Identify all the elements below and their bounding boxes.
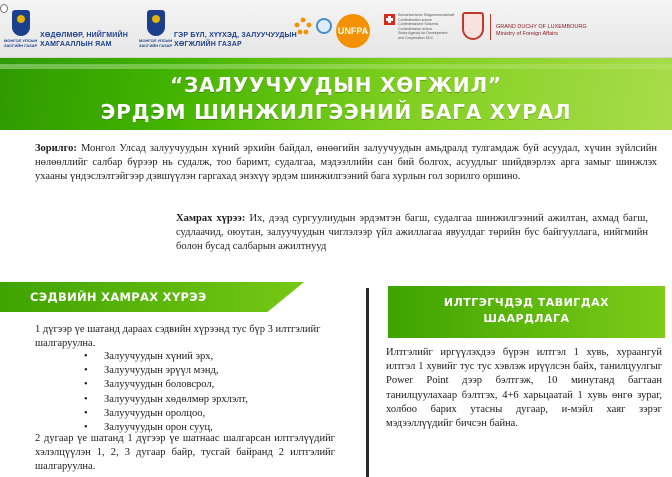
requirements-title-line-1: ИЛТГЭГЧДЭД ТАВИГДАХ [443, 296, 610, 309]
corner-circle-icon [0, 4, 8, 13]
luxembourg-crest-icon [462, 12, 484, 40]
mongolia-emblem-icon [147, 10, 165, 36]
topic-scope-title: СЭДВИЙН ХАМРАХ ХҮРЭЭ [30, 290, 207, 304]
column-divider [366, 288, 369, 477]
bullet-icon: • [84, 393, 88, 405]
un-emblem-icon [316, 18, 332, 34]
ministry-labor-name: ХӨДӨЛМӨР, НИЙГМИЙН ХАМГААЛЛЫН ЯАМ [40, 32, 128, 48]
list-item: • Залуучуудын хүний эрх, [84, 350, 248, 364]
list-item: • Залуучуудын боловсрол, [84, 378, 248, 392]
list-item: • Залуучуудын хөдөлмөр эрхлэлт, [84, 393, 248, 407]
swiss-flag-icon [384, 14, 395, 25]
goal-text: Монгол Улсад залуучуудын хүний эрхийн байдал, өнөөгийн залуучуудын амьдралд тулгамдаж буй асуудал, хүчин зүйлсийн нөлөөллийг салбар бүрээр нь судалж, тоо баримт, судалгаа, мэдээллийн сан бий болгох, асуудлыг шийдвэрлэх арга замыг шинжлэх ухааны үндэслэлтэйгээр дэвшүүлэн гаргахад энэхүү эрдэм шинжилгээний бага хурлын гол зорилго оршино. [35, 143, 657, 183]
list-item: • Залуучуудын эрүүл мэнд, [84, 364, 248, 378]
bullet-icon: • [84, 422, 88, 434]
unfpa-logo: UNFPA [336, 14, 370, 48]
swiss-agency-text: Schweizerische Eidgenossenschaft Confédération suisse Confederazione Svizzera Confederaziun svizra Swiss Agency for Development and Cooperation SDC [398, 13, 455, 40]
bullet-icon: • [84, 351, 88, 362]
requirements-title-line-2: ШААРДЛАГА [483, 312, 570, 325]
title-banner-highlight [0, 64, 672, 69]
page-title-line-1: “ЗАЛУУЧУУДЫН ХӨГЖИЛ” [170, 73, 502, 97]
luxembourg-divider [490, 14, 491, 40]
emblem-caption-2: МОНГОЛ УЛСЫН ЗАСГИЙН ГАЗАР [139, 38, 173, 48]
mongolia-emblem-icon [12, 10, 30, 36]
bullet-icon: • [84, 407, 88, 419]
goal-label: Зорилго: [35, 143, 77, 154]
list-item: • Залуучуудын оролцоо, [84, 407, 248, 421]
list-item: • Залуучуудын орон сууц, [84, 421, 248, 435]
scope-paragraph [176, 212, 648, 255]
stage1-intro: 1 дүгээр үе шатанд дараах сэдвийн хүрээнд тус бүр 3 илтгэлийг шалгаруулна. [35, 324, 321, 350]
page-title-line-2: ЭРДЭМ ШИНЖИЛГЭЭНИЙ БАГА ХУРАЛ [100, 100, 572, 124]
scope-label: Хамрах хүрээ: [176, 213, 246, 224]
luxembourg-ministry-text: GRAND DUCHY OF LUXEMBOURG Ministry of Foreign Affairs [496, 24, 587, 37]
goal-paragraph [35, 142, 657, 185]
requirements-paragraph: Илтгэлийг иргүүлэхдээ бүрэн илтгэл 1 хувь, хураангуй илтгэл 1 хувийг тус тус хэвлэж ирүүлсэн байх, танилцуулгыг Power Point дээр бэлтгэж, 10 минутанд багтаан танилцуулахаар бэлтгэх, 4+6 харьцаатай 1 хувь өнгө зураг, холбоо барих утасны дугаар, и-мэйл хаяг зэрэг мэдээллүүдийг бичсэн байна. [386, 347, 662, 430]
topic-list [84, 350, 248, 435]
bullet-icon: • [84, 379, 88, 391]
bullet-icon: • [84, 365, 88, 377]
emblem-caption-1: МОНГОЛ УЛСЫН ЗАСГИЙН ГАЗАР [4, 38, 38, 48]
people-dots-icon [292, 16, 314, 38]
ministry-family-name: ГЭР БҮЛ, ХҮҮХЭД, ЗАЛУУЧУУДЫН ХӨГЖЛИЙН ГАЗАР [174, 32, 297, 48]
scope-text: Их, дээд сургуулиудын эрдэмтэн багш, судалгаа шинжилгээний ажилтан, ахмад багш, судлаачид, оюутан, залуучуудын чиглэлээр үйл ажиллагаа явуулдаг төрийн бус байгууллага, нийгмийн болон бусад салбарын ажилтнууд [176, 213, 648, 253]
stage2-paragraph: 2 дугаар үе шатанд 1 дүгээр үе шатнаас шалгарсан илтгэлүүдийг хэлэлцүүлэн 1, 2, 3 дугаар байр, тусгай байранд 2 илтгэлийг шалгаруулна. [35, 433, 335, 473]
